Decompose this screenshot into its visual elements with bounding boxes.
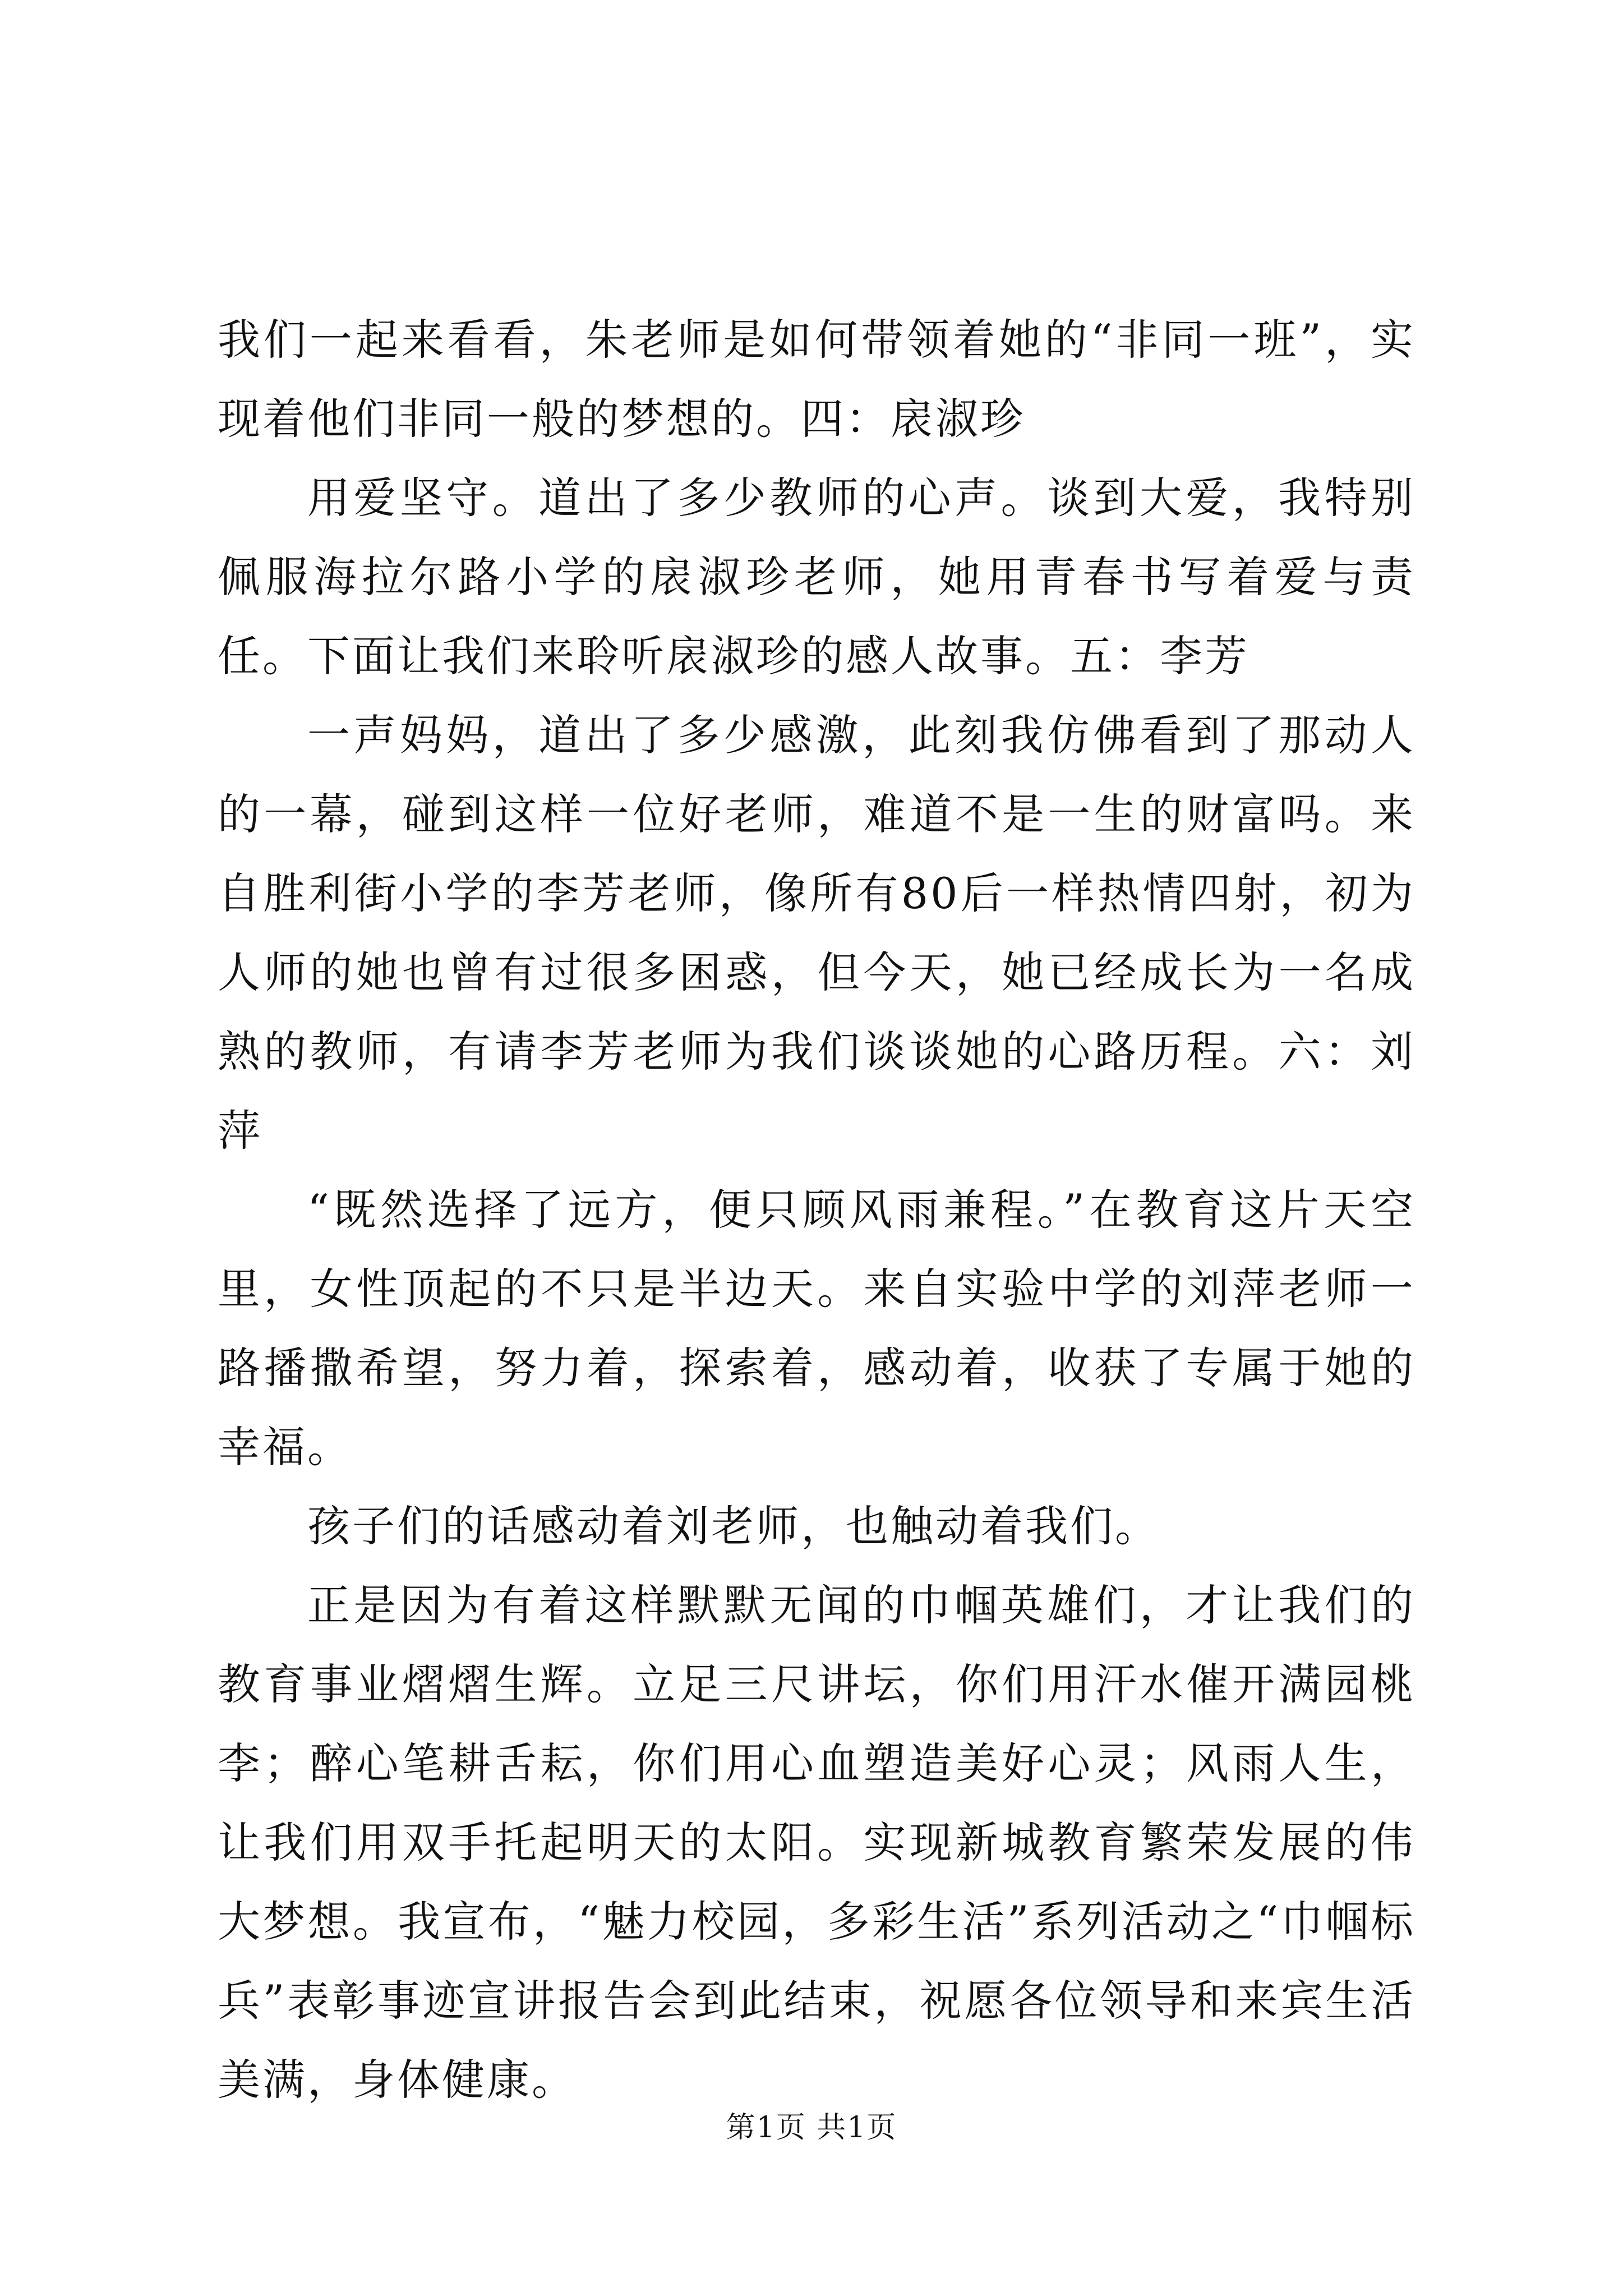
- paragraph-4: “既然选择了远方，便只顾风雨兼程。”在教育这片天空里，女性顶起的不只是半边天。来自实验中学的刘萍老师一路播撒希望，努力着，探索着，感动着，收获了专属于她的幸福。: [218, 1185, 1415, 1472]
- document-body: [218, 300, 1415, 2119]
- paragraph-6: 正是因为有着这样默默无闻的巾帼英雄们，才让我们的教育事业熠熠生辉。立足三尺讲坛，你们用汗水催开满园桃李；醉心笔耕舌耘，你们用心血塑造美好心灵；风雨人生，让我们用双手托起明天的太阳。实现新城教育繁荣发展的伟大梦想。我宣布，“魅力校园，多彩生活”系列活动之“巾帼标兵”表彰事迹宣讲报告会到此结束，祝愿各位领导和来宾生活美满，身体健康。: [218, 1580, 1415, 2105]
- paragraph-2: 用爱坚守。道出了多少教师的心声。谈到大爱，我特别佩服海拉尔路小学的扆淑珍老师，她用青春书写着爱与责任。下面让我们来聆听扆淑珍的感人故事。五：李芳: [218, 473, 1415, 681]
- page-footer: 第1页 共1页: [726, 2111, 897, 2145]
- paragraph-5: 孩子们的话感动着刘老师，也触动着我们。: [307, 1501, 1160, 1551]
- paragraph-1: 我们一起来看看，朱老师是如何带领着她的“非同一班”，实现着他们非同一般的梦想的。四：扆淑珍: [218, 315, 1415, 444]
- paragraph-3: 一声妈妈，道出了多少感激，此刻我仿佛看到了那动人的一幕，碰到这样一位好老师，难道不是一生的财富吗。来自胜利街小学的李芳老师，像所有80后一样热情四射，初为人师的她也曾有过很多困惑，但今天，她已经成长为一名成熟的教师，有请李芳老师为我们谈谈她的心路历程。六：刘萍: [218, 710, 1415, 1156]
